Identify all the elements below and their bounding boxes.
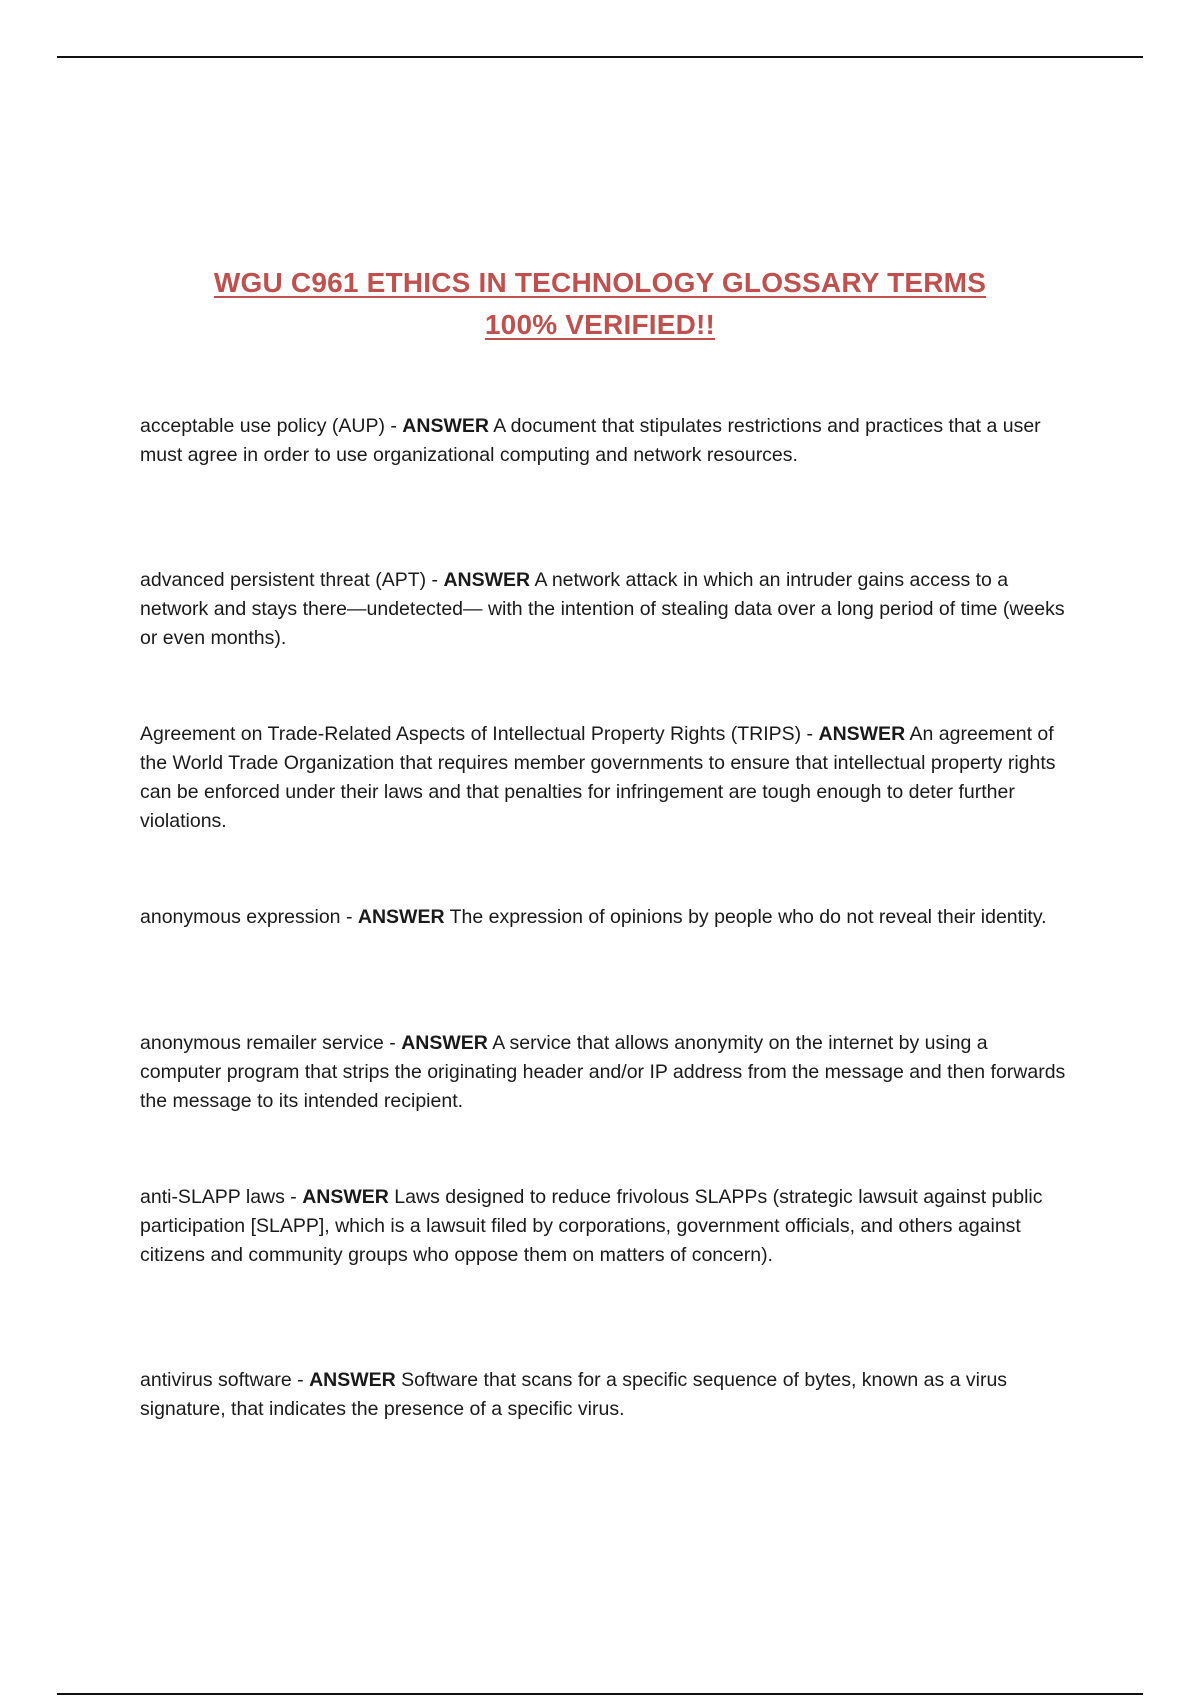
glossary-definition: An agreement of the World Trade Organization that requires member governments to ensure that intellectual property rights can be enforced under their laws and that penalties for infringement are tough enough to deter further violations. [140, 723, 1056, 832]
glossary-entry [140, 566, 1070, 653]
glossary-term: anonymous remailer service - [140, 1032, 402, 1054]
glossary-entry [140, 1029, 1070, 1116]
glossary-term: anonymous expression - [140, 906, 358, 928]
answer-label: ANSWER [401, 1032, 488, 1054]
document-title-line-2: 100% VERIFIED!! [484, 309, 716, 340]
answer-label: ANSWER [402, 415, 489, 437]
glossary-entry [140, 412, 1070, 470]
answer-label: ANSWER [357, 906, 445, 928]
bottom-rule [57, 1693, 1143, 1695]
glossary-term: advanced persistent threat (APT) - [140, 569, 444, 591]
glossary-term: Agreement on Trade-Related Aspects of Intellectual Property Rights (TRIPS) - [140, 723, 819, 745]
glossary-definition: Laws designed to reduce frivolous SLAPPs (strategic lawsuit against public participation [SLAPP], which is a lawsuit filed by corporations, government officials, and others against citizens and community groups who oppose them on matters of concern). [140, 1186, 1043, 1266]
top-rule [57, 56, 1143, 58]
document-title-line-1: WGU C961 ETHICS IN TECHNOLOGY GLOSSARY TERMS [213, 267, 987, 298]
glossary-entry [140, 1183, 1070, 1270]
glossary-term: anti-SLAPP laws - [140, 1186, 303, 1208]
glossary-entry [140, 903, 1070, 932]
answer-label: ANSWER [443, 569, 531, 591]
glossary-definition: A document that stipulates restrictions and practices that a user must agree in order to use organizational computing and network resources. [140, 415, 1041, 466]
glossary-definition: A network attack in which an intruder gains access to a network and stays there—undetected— with the intention of stealing data over a long period of time (weeks or even months). [140, 569, 1065, 649]
answer-label: ANSWER [302, 1186, 389, 1208]
glossary-entry [140, 1366, 1070, 1424]
answer-label: ANSWER [818, 723, 906, 745]
glossary-entry [140, 720, 1070, 836]
glossary-definition: A service that allows anonymity on the internet by using a computer program that strips the originating header and/or IP address from the message and then forwards the message to its intended recipient. [140, 1032, 1066, 1112]
glossary-term: antivirus software - [140, 1369, 310, 1391]
glossary-definition: Software that scans for a specific sequence of bytes, known as a virus signature, that indicates the presence of a specific virus. [140, 1369, 1008, 1420]
document-title [100, 262, 1100, 346]
glossary-definition: The expression of opinions by people who do not reveal their identity. [444, 906, 1047, 928]
answer-label: ANSWER [309, 1369, 396, 1391]
glossary-term: acceptable use policy (AUP) - [140, 415, 403, 437]
